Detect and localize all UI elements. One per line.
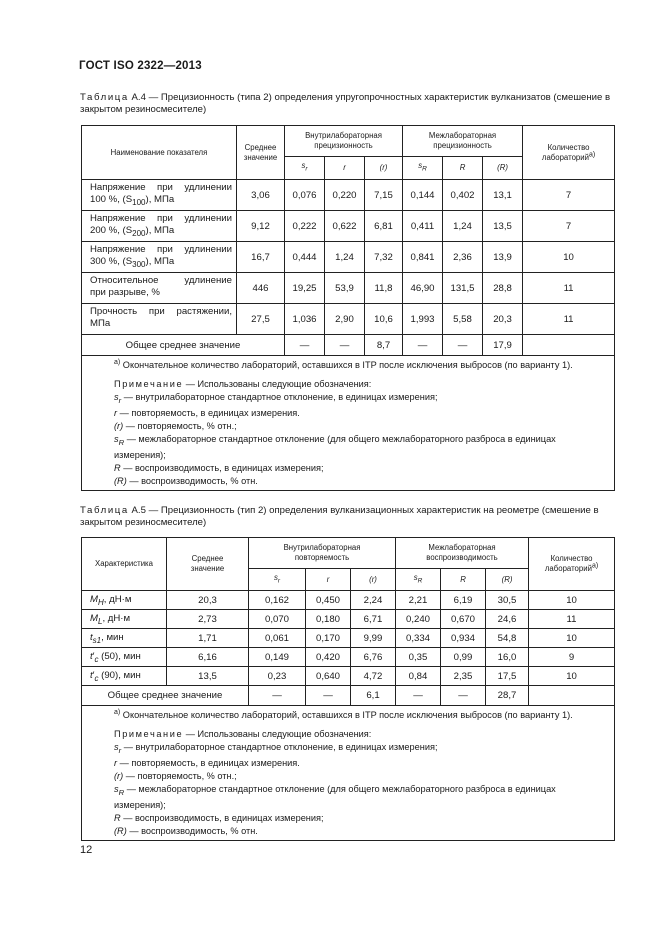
table-row-total: [82, 335, 615, 356]
table-cell: 6,19: [441, 591, 486, 610]
total-cell: 8,7: [365, 335, 403, 356]
table-cell: 0,061: [249, 629, 306, 648]
table-cell: 46,90: [403, 273, 443, 304]
total-cell: —: [325, 335, 365, 356]
table-cell: 11: [523, 273, 615, 304]
table-cell: 20,3: [167, 591, 249, 610]
table-cell: 0,23: [249, 667, 306, 686]
table-cell: 4,72: [351, 667, 396, 686]
table-cell: 0,450: [306, 591, 351, 610]
table-row: [82, 629, 615, 648]
table-cell: 16,7: [237, 242, 285, 273]
header-interlab: Межлабораторная прецизионность: [403, 126, 523, 157]
header-r-percent: (r): [351, 569, 396, 591]
table-cell: 2,35: [441, 667, 486, 686]
table-cell: 7: [523, 180, 615, 211]
table-cell: 17,5: [486, 667, 529, 686]
table-cell: 0,411: [403, 211, 443, 242]
table-a4: [81, 125, 615, 491]
table-cell: 30,5: [486, 591, 529, 610]
row-label: Относительное удлинение при разрыве, %: [82, 273, 237, 304]
table-cell: 9,12: [237, 211, 285, 242]
table-cell: 0,84: [396, 667, 441, 686]
table-row: [82, 180, 615, 211]
table-cell: 0,220: [325, 180, 365, 211]
table-cell: 2,36: [443, 242, 483, 273]
header-R-percent: (R): [486, 569, 529, 591]
header-R: R: [443, 157, 483, 180]
table-cell: 7,32: [365, 242, 403, 273]
caption-word: Таблица: [80, 92, 129, 103]
table-cell: 2,21: [396, 591, 441, 610]
total-cell: —: [443, 335, 483, 356]
table-cell: 6,76: [351, 648, 396, 667]
total-cell: —: [396, 686, 441, 706]
table-cell: 13,5: [483, 211, 523, 242]
row-label: $t'_c$ (50), мин: [82, 648, 167, 667]
table-cell: 20,3: [483, 304, 523, 335]
total-label: Общее среднее значение: [82, 335, 285, 356]
table-cell: 0,841: [403, 242, 443, 273]
header-indicator: Наименование показателя: [82, 126, 237, 180]
table-row-total: [82, 686, 615, 706]
total-cell: —: [441, 686, 486, 706]
table-cell: 0,444: [285, 242, 325, 273]
row-label: Напряжение при удлинении 300 %, $(S_{300})$, МПа: [82, 242, 237, 273]
header-sR: $s_R$: [396, 569, 441, 591]
table-cell: 53,9: [325, 273, 365, 304]
total-cell: 28,7: [486, 686, 529, 706]
header-intralab: Внутрилабораторная повторяемость: [249, 538, 396, 569]
table-cell: 6,81: [365, 211, 403, 242]
table-cell: 0,144: [403, 180, 443, 211]
table-cell: 11: [529, 610, 615, 629]
caption-word: Таблица: [80, 505, 129, 516]
table-cell: 54,8: [486, 629, 529, 648]
table-row: [82, 273, 615, 304]
total-cell: 17,9: [483, 335, 523, 356]
page-number: 12: [80, 844, 93, 856]
table-cell: 0,222: [285, 211, 325, 242]
table-cell: 1,993: [403, 304, 443, 335]
table-cell: 9,99: [351, 629, 396, 648]
table-cell: 0,934: [441, 629, 486, 648]
table-cell: 13,5: [167, 667, 249, 686]
header-interlab: Межлабораторная воспроизводимость: [396, 538, 529, 569]
table-cell: 27,5: [237, 304, 285, 335]
table-a5-notes: $^{а)}$ Окончательное количество лабораторий, оставшихся в ITP после исключения выбросов (по варианту 1). Примечание — Использованы следующие обозначения: $s_r$ — внутрилабораторное стандартное отклонение, в единицах измерения; r — повторяемость, в единицах измерения. (r) — повторяемость, % отн.; $s_R$ — межлабораторное стандартное отклонение (для общего межлабораторного разброса в единицах измерения); R — воспроизводимость, в единицах измерения; (R) — воспроизводимость, % отн.: [82, 706, 615, 841]
table-cell: 0,99: [441, 648, 486, 667]
header-R: R: [441, 569, 486, 591]
row-label: Прочность при растяжении, МПа: [82, 304, 237, 335]
row-label: $M_L$, дН·м: [82, 610, 167, 629]
table-a4-caption: [80, 92, 614, 116]
table-cell: 7: [523, 211, 615, 242]
table-cell: 13,1: [483, 180, 523, 211]
table-cell: 10: [529, 629, 615, 648]
table-row: [82, 667, 615, 686]
document-header: ГОСТ ISO 2322—2013: [79, 60, 202, 72]
table-cell: 6,71: [351, 610, 396, 629]
table-cell: 0,402: [443, 180, 483, 211]
header-intralab: Внутрилабораторная прецизионность: [285, 126, 403, 157]
table-cell: 10,6: [365, 304, 403, 335]
header-lab-count: Количество лабораторийa): [523, 126, 615, 180]
table-row: [82, 591, 615, 610]
header-sR: $s_R$: [403, 157, 443, 180]
header-characteristic: Характеристика: [82, 538, 167, 591]
total-cell: —: [249, 686, 306, 706]
table-row: [82, 610, 615, 629]
row-label: $t'_c$ (90), мин: [82, 667, 167, 686]
table-cell: 11,8: [365, 273, 403, 304]
table-cell: 0,170: [306, 629, 351, 648]
total-cell: 6,1: [351, 686, 396, 706]
total-empty-cell: [529, 686, 615, 706]
header-sr: $s_r$: [249, 569, 306, 591]
table-cell: 1,71: [167, 629, 249, 648]
table-cell: 0,240: [396, 610, 441, 629]
table-cell: 0,149: [249, 648, 306, 667]
table-cell: 11: [523, 304, 615, 335]
total-label: Общее среднее значение: [82, 686, 249, 706]
table-cell: 6,16: [167, 648, 249, 667]
header-mean: Среднее значение: [167, 538, 249, 591]
table-cell: 9: [529, 648, 615, 667]
table-cell: 24,6: [486, 610, 529, 629]
table-cell: 0,670: [441, 610, 486, 629]
row-label: $t_{s1}$, мин: [82, 629, 167, 648]
table-cell: 0,35: [396, 648, 441, 667]
table-cell: 1,24: [325, 242, 365, 273]
table-cell: 2,24: [351, 591, 396, 610]
table-cell: 1,24: [443, 211, 483, 242]
table-cell: 5,58: [443, 304, 483, 335]
table-cell: 10: [523, 242, 615, 273]
table-row: [82, 242, 615, 273]
total-cell: —: [403, 335, 443, 356]
caption-text: — Прецизионность (тип 2) определения вулканизационных характеристик на реометре (смешение в закрытом резиносмесителе): [80, 505, 599, 528]
table-cell: 0,334: [396, 629, 441, 648]
table-cell: 10: [529, 667, 615, 686]
caption-number: А.4: [131, 92, 146, 103]
table-cell: 2,90: [325, 304, 365, 335]
table-cell: 446: [237, 273, 285, 304]
table-cell: 0,180: [306, 610, 351, 629]
header-mean: Среднее значение: [237, 126, 285, 180]
table-cell: 2,73: [167, 610, 249, 629]
table-row: [82, 648, 615, 667]
header-r: r: [306, 569, 351, 591]
table-cell: 1,036: [285, 304, 325, 335]
header-sr: $s_r$: [285, 157, 325, 180]
table-a5-caption: [80, 505, 614, 529]
table-row: [82, 211, 615, 242]
table-cell: 19,25: [285, 273, 325, 304]
table-cell: 28,8: [483, 273, 523, 304]
table-cell: 10: [529, 591, 615, 610]
total-empty-cell: [523, 335, 615, 356]
table-cell: 0,076: [285, 180, 325, 211]
table-cell: 0,640: [306, 667, 351, 686]
caption-number: А.5: [131, 505, 146, 516]
total-cell: —: [306, 686, 351, 706]
table-cell: 7,15: [365, 180, 403, 211]
table-a4-notes: $^{а)}$ Окончательное количество лабораторий, оставшихся в ITP после исключения выбросов (по варианту 1). Примечание — Использованы следующие обозначения: $s_r$ — внутрилабораторное стандартное отклонение, в единицах измерения; r — повторяемость, в единицах измерения. (r) — повторяемость, % отн.; $s_R$ — межлабораторное стандартное отклонение (для общего межлабораторного разброса в единицах измерения); R — воспроизводимость, в единицах измерения; (R) — воспроизводимость, % отн.: [82, 356, 615, 491]
row-label: Напряжение при удлинении 100 %, $(S_{100})$, МПа: [82, 180, 237, 211]
header-r-percent: (r): [365, 157, 403, 180]
row-label: Напряжение при удлинении 200 %, $(S_{200})$, МПа: [82, 211, 237, 242]
header-r: r: [325, 157, 365, 180]
header-R-percent: (R): [483, 157, 523, 180]
table-cell: 0,070: [249, 610, 306, 629]
table-cell: 16,0: [486, 648, 529, 667]
total-cell: —: [285, 335, 325, 356]
table-cell: 3,06: [237, 180, 285, 211]
table-a5: [81, 537, 615, 841]
table-cell: 0,420: [306, 648, 351, 667]
row-label: $M_H$, дН·м: [82, 591, 167, 610]
table-cell: 13,9: [483, 242, 523, 273]
table-cell: 0,162: [249, 591, 306, 610]
caption-text: — Прецизионность (типа 2) определения упругопрочностных характеристик вулканизатов (смешение в закрытом резиносмесителе): [80, 92, 611, 115]
table-row: [82, 304, 615, 335]
table-cell: 0,622: [325, 211, 365, 242]
header-lab-count: Количество лабораторийa): [529, 538, 615, 591]
table-cell: 131,5: [443, 273, 483, 304]
